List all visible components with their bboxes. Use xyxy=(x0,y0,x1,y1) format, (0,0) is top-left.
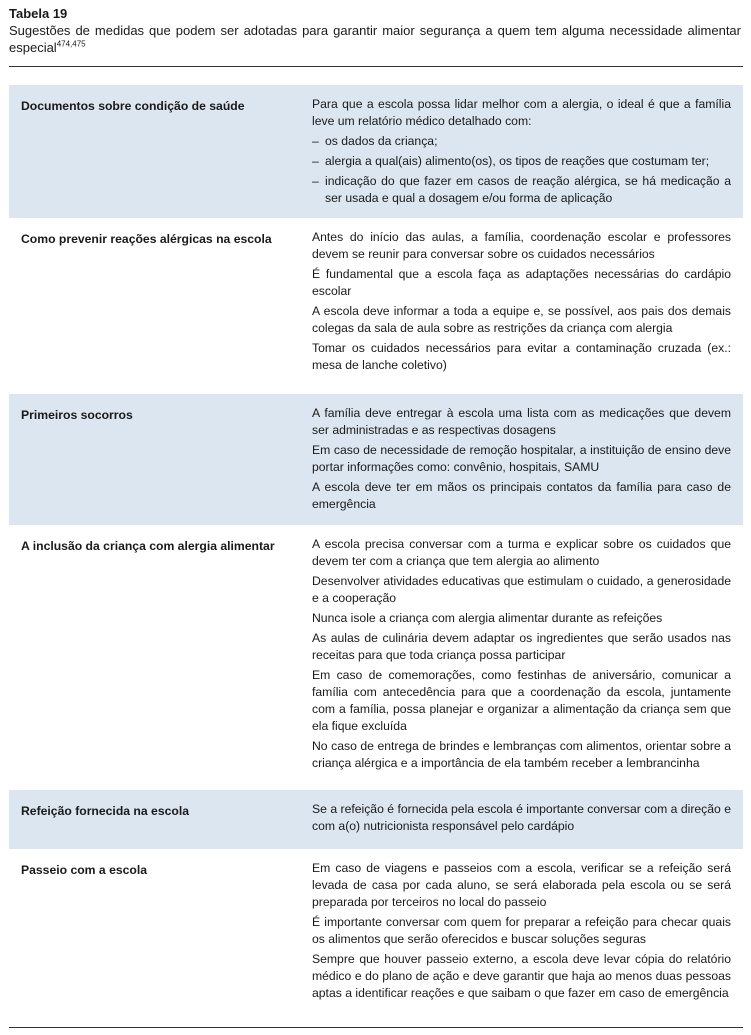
paragraph: A escola deve ter em mãos os principais contatos da família para caso de emergência xyxy=(312,480,731,511)
row-label: Como prevenir reações alérgicas na escola xyxy=(21,232,272,246)
top-rule xyxy=(9,66,743,67)
table-row-prevention xyxy=(9,218,743,394)
row-label: Documentos sobre condição de saúde xyxy=(21,99,245,113)
paragraph: É importante conversar com quem for preparar a refeição para checar quais os alimentos que serão oferecidos e buscar soluções seguras xyxy=(312,915,731,946)
reference-superscript: 474,475 xyxy=(56,39,86,49)
table-description-text: Sugestões de medidas que podem ser adotadas para garantir maior segurança a quem tem alguma necessidade alimentar especial xyxy=(9,23,741,55)
row-label: A inclusão da criança com alergia alimentar xyxy=(21,539,275,553)
list-item: – alergia a qual(ais) alimento(os), os tipos de reações que costumam ter; xyxy=(312,153,731,170)
paragraph: Tomar os cuidados necessários para evitar a contaminação cruzada (ex.: mesa de lanche coletivo) xyxy=(312,341,731,372)
list-item: – os dados da criança; xyxy=(312,133,731,150)
paragraph: Antes do início das aulas, a família, coordenação escolar e professores devem se reunir para conversar sobre os cuidados necessários xyxy=(312,230,731,261)
row-intro: Para que a escola possa lidar melhor com a alergia, o ideal é que a família leve um relatório médico detalhado com: xyxy=(312,97,731,128)
table xyxy=(9,85,743,1019)
paragraph: Nunca isole a criança com alergia alimentar durante as refeições xyxy=(312,611,663,625)
bullet-list xyxy=(312,133,731,207)
row-content xyxy=(312,801,731,849)
row-label: Refeição fornecida na escola xyxy=(21,804,189,818)
paragraph: Sempre que houver passeio externo, a escola deve levar cópia do relatório médico e do plano de ação e deve garantir que haja ao menos duas pessoas aptas a identificar reações e que saibam o que fazer em caso de emergência xyxy=(312,952,731,1000)
table-label: Tabela 19 xyxy=(9,6,68,21)
paragraph: A família deve entregar à escola uma lista com as medicações que devem ser administradas e as respectivas dosagens xyxy=(312,406,731,437)
row-content xyxy=(312,96,731,218)
table-row-first-aid xyxy=(9,394,743,525)
paragraph: Em caso de comemorações, como festinhas de aniversário, comunicar a família com antecedência para que a coordenação da escola, juntamente com a família, possa planejar e organizar a alimentação da criança sem que ela fique excluída xyxy=(312,668,731,733)
paragraph: A escola precisa conversar com a turma e explicar sobre os cuidados que devem ter com a criança que tem alergia ao alimento xyxy=(312,537,731,568)
paragraph: Em caso de necessidade de remoção hospitalar, a instituição de ensino deve portar informações como: convênio, hospitais, SAMU xyxy=(312,443,731,474)
table-row-school-meal xyxy=(9,790,743,849)
row-content xyxy=(312,229,731,394)
row-label: Passeio com a escola xyxy=(21,863,148,877)
row-content xyxy=(312,860,731,1019)
list-item: – indicação do que fazer em casos de reação alérgica, se há medicação a ser usada e qual a dosagem e/ou forma de aplicação xyxy=(312,173,731,207)
paragraph: Em caso de viagens e passeios com a escola, verificar se a refeição será levada de casa por cada aluno, se será elaborada pela escola ou se será preparada por terceiros no local do passeio xyxy=(312,861,731,909)
paragraph: As aulas de culinária devem adaptar os ingredientes que serão usados nas receitas para que toda criança possa participar xyxy=(312,631,731,662)
paragraph: A escola deve informar a toda a equipe e, se possível, aos pais dos demais colegas da sala de aula sobre as restrições da criança com alergia xyxy=(312,304,731,335)
table-caption xyxy=(9,6,741,56)
table-row-school-trip xyxy=(9,849,743,1019)
row-content xyxy=(312,405,731,525)
row-label: Primeiros socorros xyxy=(21,408,133,422)
table-row-health-documents xyxy=(9,85,743,218)
table-description xyxy=(9,22,741,56)
paragraph: Se a refeição é fornecida pela escola é importante conversar com a direção e com a(o) nutricionista responsável pelo cardápio xyxy=(312,802,731,833)
paragraph: Desenvolver atividades educativas que estimulam o cuidado, a generosidade e a cooperação xyxy=(312,574,731,605)
paragraph: É fundamental que a escola faça as adaptações necessárias do cardápio escolar xyxy=(312,267,731,298)
paragraph: No caso de entrega de brindes e lembranças com alimentos, orientar sobre a criança alérgica e a importância de ela também receber a lembrancinha xyxy=(312,739,731,770)
table-row-inclusion xyxy=(9,525,743,790)
bottom-rule xyxy=(9,1027,743,1028)
row-content xyxy=(312,536,731,790)
